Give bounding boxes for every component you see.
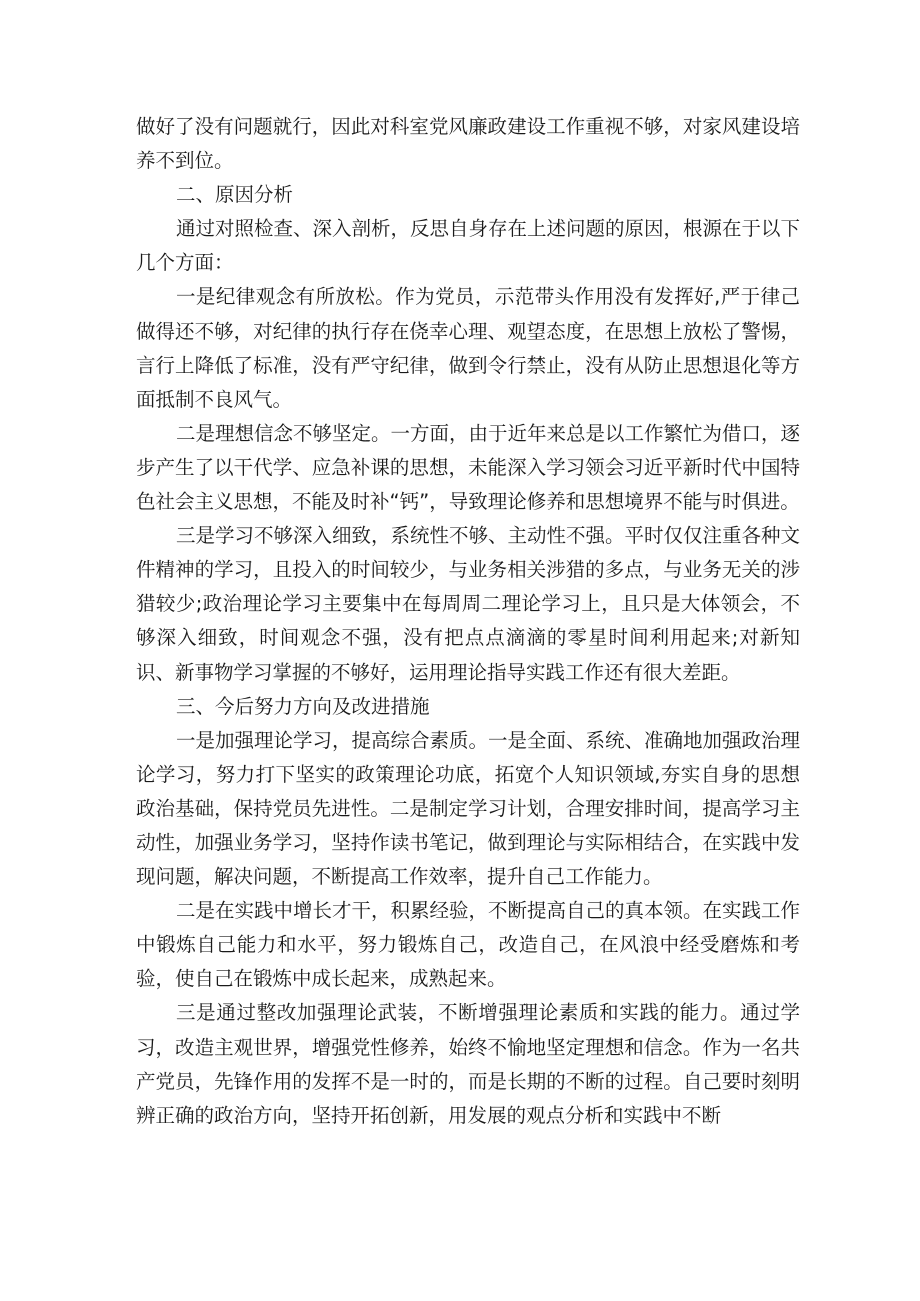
paragraph-rectification: 三是通过整改加强理论武装，不断增强理论素质和实践的能力。通过学习，改造主观世界，增强党性修养，始终不愉地坚定理想和信念。作为一名共产党员，先锋作用的发挥不是一时的，而是长期的不断的过程。自己要时刻明辨正确的政治方向，坚持开拓创新，用发展的观点分析和实践中不断 — [136, 1001, 800, 1127]
paragraph-practice: 二是在实践中增长才干，积累经验，不断提高自己的真本领。在实践工作中锻炼自己能力和水平，努力锻炼自己，改造自己，在风浪中经受磨炼和考验，使自己在锻炼中成长起来，成熟起来。 — [136, 899, 801, 991]
section-heading-cause-analysis: 二、原因分析 — [176, 183, 294, 207]
paragraph-belief: 二是理想信念不够坚定。一方面，由于近年来总是以工作繁忙为借口，逐步产生了以干代学、应急补课的思想，未能深入学习领会习近平新时代中国特色社会主义思想，不能及时补“钙”，导致理论修养和思想境界不能与时俱进。 — [136, 421, 801, 514]
paragraph-intro: 通过对照检查、深入剖析，反思自身存在上述问题的原因，根源在于以下几个方面： — [136, 217, 801, 275]
paragraph-continuation: 做好了没有问题就行，因此对科室党风廉政建设工作重视不够，对家风建设培养不到位。 — [136, 115, 800, 173]
section-heading-improvement: 三、今后努力方向及改进措施 — [176, 694, 430, 718]
paragraph-discipline: 一是纪律观念有所放松。作为党员，示范带头作用没有发挥好,严于律己做得还不够，对纪律的执行存在侥幸心理、观望态度，在思想上放松了警惕，言行上降低了标准，没有严守纪律，做到令行禁止，没有从防止思想退化等方面抵制不良风气。 — [136, 285, 800, 411]
paragraph-study: 三是学习不够深入细致，系统性不够、主动性不强。平时仅仅注重各种文件精神的学习，且投入的时间较少，与业务相关涉猎的多点，与业务无关的涉猎较少;政治理论学习主要集中在每周周二理论学习上，且只是大体领会，不够深入细致，时间观念不强，没有把点点滴滴的零星时间利用起来;对新知识、新事物学习掌握的不够好，运用理论指导实践工作还有很大差距。 — [136, 524, 801, 684]
paragraph-theory-learning: 一是加强理论学习，提高综合素质。一是全面、系统、准确地加强政治理论学习，努力打下坚实的政策理论功底，拓宽个人知识领域,夯实自身的思想政治基础，保持党员先进性。二是制定学习计划，合理安排时间，提高学习主动性，加强业务学习，坚持作读书笔记，做到理论与实际相结合，在实践中发现问题，解决问题，不断提高工作效率，提升自己工作能力。 — [136, 728, 801, 889]
document-body — [136, 110, 800, 1133]
